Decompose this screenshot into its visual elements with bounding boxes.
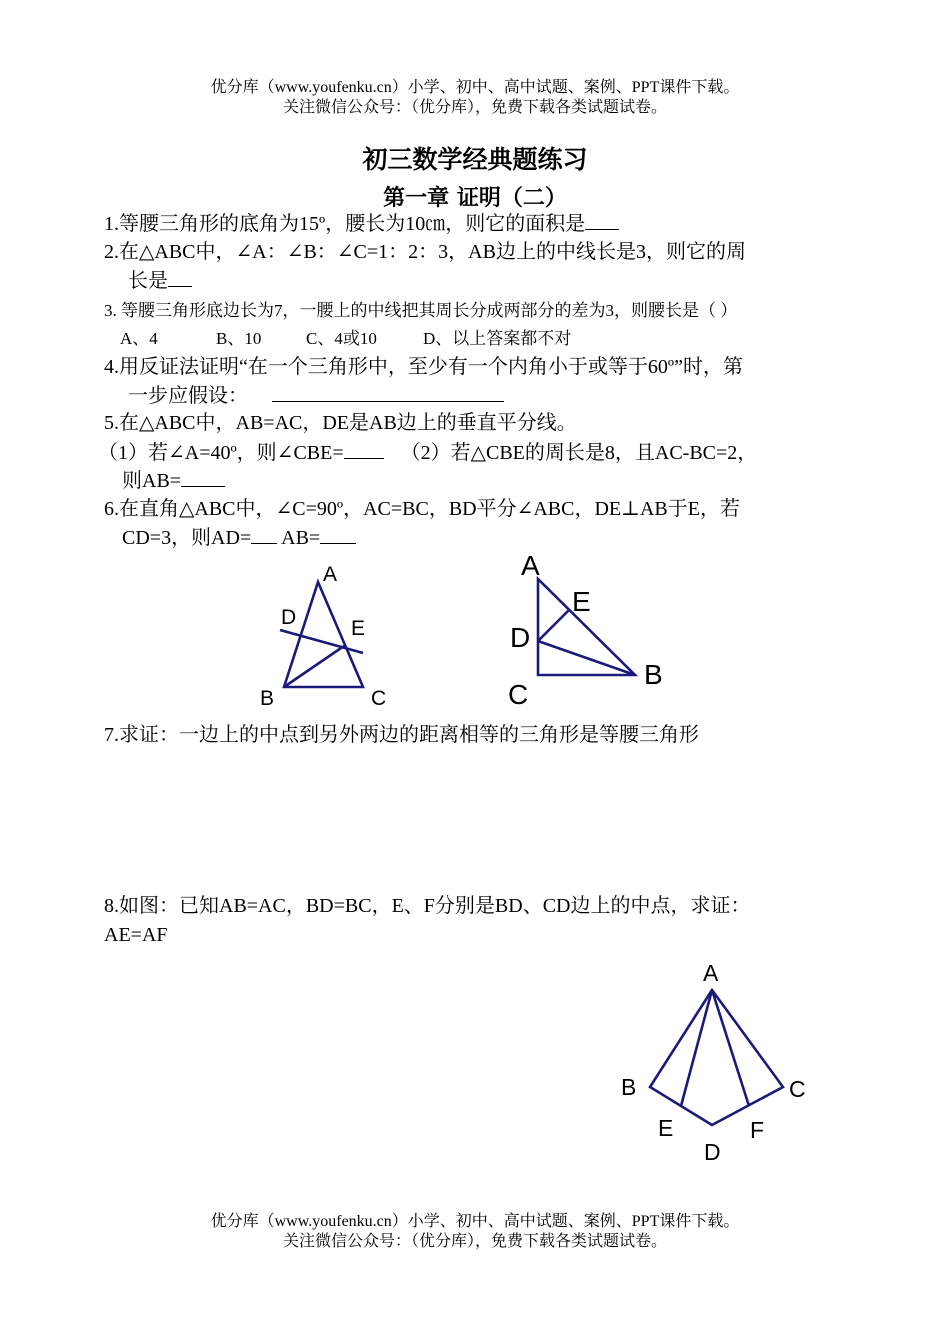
figure-q5 (240, 555, 420, 715)
kite-abdc (650, 990, 783, 1125)
label-b: B (260, 687, 275, 710)
option-b[interactable]: B、10 (216, 329, 262, 348)
question-4-line-2 (128, 381, 504, 410)
question-6-line-1: 6.在直角△ABC中，∠C=90º，AC=BC，BD平分∠ABC，DE⊥AB于E，若 (104, 498, 740, 520)
question-3-line-1: 3. 等腰三角形底边长为7，一腰上的中线把其周长分成两部分的差为3，则腰长是（ ） (104, 301, 738, 320)
question-2-line-2 (128, 266, 192, 295)
label-c: C (789, 1076, 806, 1102)
question-7: 7.求证：一边上的中点到另外两边的距离相等的三角形是等腰三角形 (104, 724, 699, 746)
segment-de (538, 609, 570, 641)
page-title: 初三数学经典题练习 (362, 145, 588, 174)
answer-blank-q2[interactable] (168, 266, 192, 287)
question-4-text-2: 一步应假设： (128, 385, 248, 407)
label-d: D (281, 606, 297, 629)
label-f: F (750, 1117, 765, 1143)
figure-q8 (600, 950, 830, 1175)
label-d: D (510, 622, 531, 653)
question-5-line-3 (122, 466, 225, 495)
question-4-line-1: 4.用反证法证明“在一个三角形中，至少有一个内角小于或等于60º”时，第 (104, 356, 743, 378)
label-e: E (572, 586, 591, 617)
label-c: C (371, 687, 387, 710)
question-6-text-2: CD=3，则AD= (122, 527, 252, 549)
answer-blank-q5-2[interactable] (181, 466, 225, 487)
answer-blank-q6-2[interactable] (320, 523, 356, 544)
question-2-text-2: 长是 (128, 270, 168, 292)
option-a[interactable]: A、4 (120, 329, 158, 348)
label-b: B (621, 1074, 637, 1100)
label-a: A (521, 550, 540, 581)
label-e: E (351, 617, 366, 640)
option-d[interactable]: D、以上答案都不对 (423, 329, 572, 348)
chapter-title: 第一章 证明（二） (383, 186, 567, 211)
label-a: A (703, 960, 719, 986)
question-6-line-2 (122, 523, 356, 552)
label-d: D (704, 1139, 721, 1165)
question-1 (104, 209, 619, 238)
question-2-line-1: 2.在△ABC中，∠A：∠B：∠C=1：2：3，AB边上的中线长是3，则它的周 (104, 241, 746, 263)
segment-be (284, 646, 344, 687)
answer-blank-q6-1[interactable] (251, 523, 277, 544)
answer-blank-q4[interactable] (272, 381, 504, 402)
header-line-2: 关注微信公众号：（优分库），免费下载各类试题试卷。 (282, 99, 667, 116)
question-6-text-3: AB= (281, 527, 321, 549)
label-a: A (323, 563, 338, 586)
answer-blank-q1[interactable] (585, 209, 619, 230)
option-c[interactable]: C、4或10 (306, 329, 377, 348)
segment-bd (538, 641, 635, 675)
footer-line-2: 关注微信公众号：（优分库），免费下载各类试题试卷。 (282, 1233, 667, 1250)
answer-blank-q5-1[interactable] (344, 438, 384, 459)
footer-line-1: 优分库（www.youfenku.cn）小学、初中、高中试题、案例、PPT课件下载。 (210, 1213, 740, 1230)
question-8-line-1: 8.如图：已知AB=AC，BD=BC，E、F分别是BD、CD边上的中点，求证： (104, 895, 751, 917)
label-c: C (508, 679, 529, 710)
segment-af (712, 990, 749, 1106)
header-line-1: 优分库（www.youfenku.cn）小学、初中、高中试题、案例、PPT课件下载。 (210, 79, 740, 96)
question-8-line-2: AE=AF (104, 924, 168, 946)
label-b: B (644, 659, 663, 690)
question-5-part-1: （1）若∠A=40º，则∠CBE= (98, 442, 344, 464)
question-5-line-1: 5.在△ABC中，AB=AC，DE是AB边上的垂直平分线。 (104, 412, 577, 434)
label-e: E (658, 1115, 674, 1141)
segment-ae (681, 990, 712, 1106)
question-5-line-2 (98, 438, 757, 467)
figure-q6 (500, 545, 680, 715)
question-5-part-2: （2）若△CBE的周长是8，且AC-BC=2， (400, 442, 758, 464)
question-1-text: 1.等腰三角形的底角为15º，腰长为10㎝，则它的面积是 (104, 213, 586, 235)
question-5-part-3: 则AB= (122, 470, 182, 492)
